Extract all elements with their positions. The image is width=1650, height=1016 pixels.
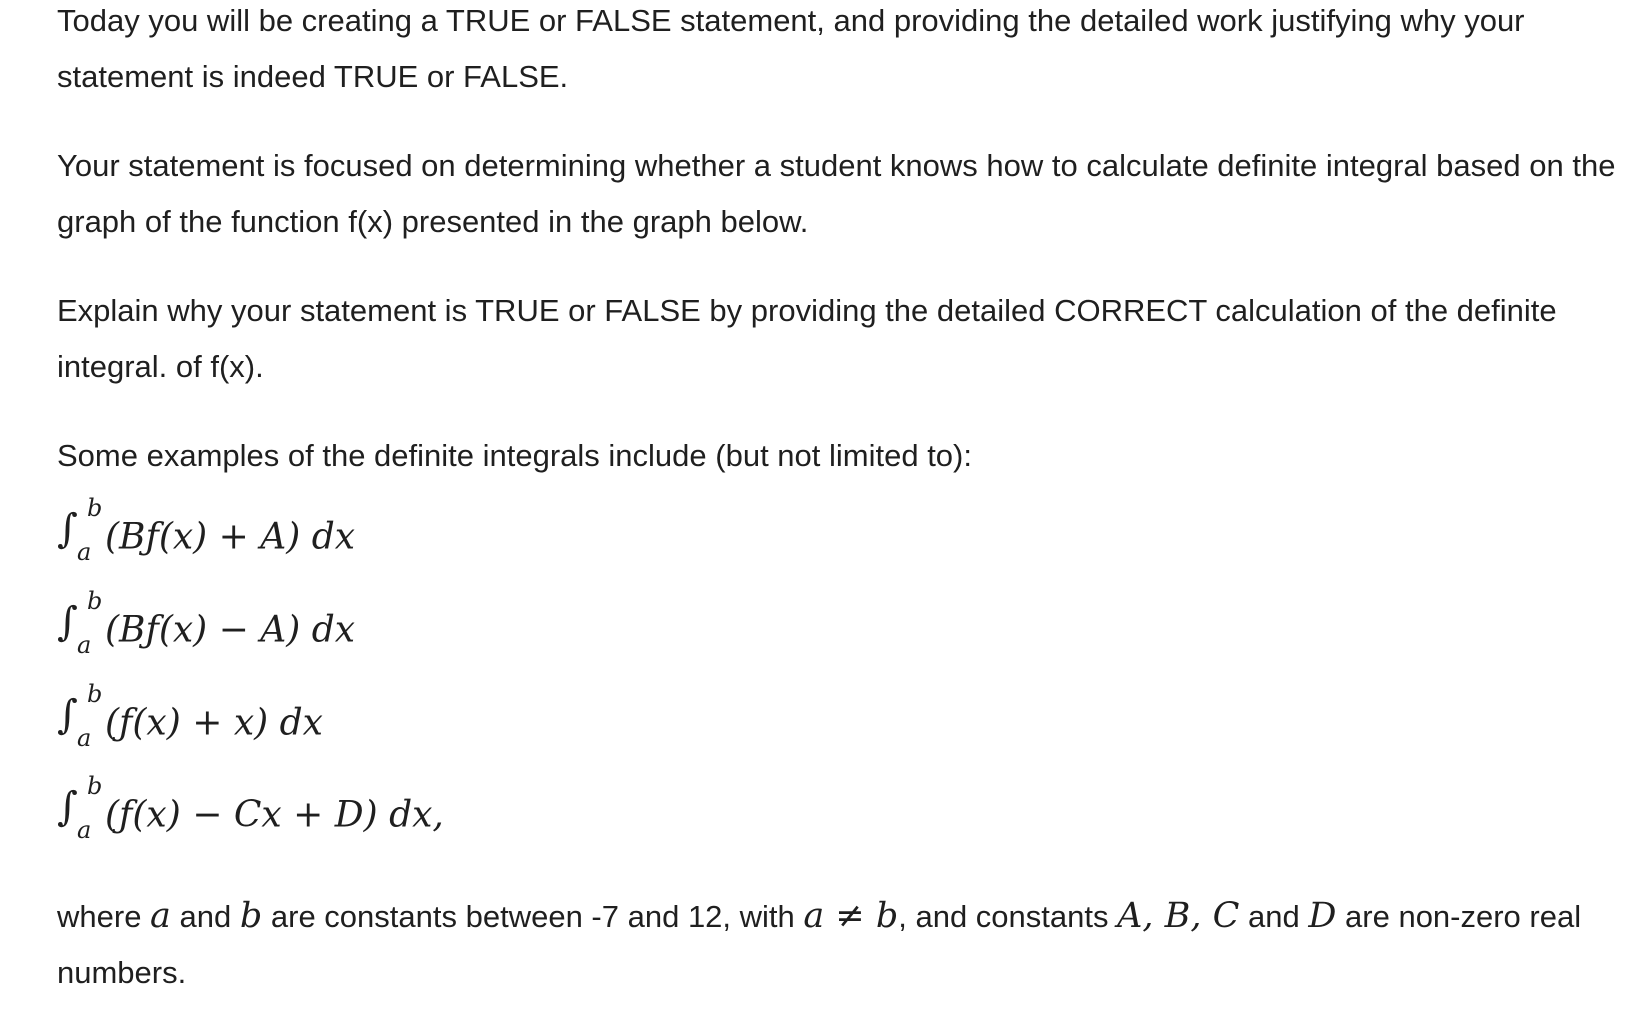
integral-sign-icon: ∫ b a [57, 772, 103, 844]
intro-paragraph: Today you will be creating a TRUE or FALSE statement, and providing the detailed work justifying why your statement is indeed TRUE or FALSE. [57, 3, 1525, 94]
integral-example-3 [57, 680, 323, 752]
constraints-paragraph: where a and b are constants between -7 and 12, with a ≠ b, and constants A, B, C and D are non-zero real numbers. [57, 896, 1582, 990]
integral-example-4 [57, 772, 444, 844]
integral-sign-icon: ∫ b a [57, 587, 103, 659]
examples-heading: Some examples of the definite integrals include (but not limited to): [57, 438, 972, 473]
integral-example-1 [57, 494, 356, 566]
focus-paragraph: Your statement is focused on determining whether a student knows how to calculate definite integral based on the graph of the function f(x) presented in the graph below. [57, 148, 1616, 239]
integrand: (Bƒ(x) + A) dx [105, 516, 356, 558]
explain-paragraph: Explain why your statement is TRUE or FALSE by providing the detailed CORRECT calculation of the definite integral. of f(x). [57, 293, 1557, 384]
integral-example-2 [57, 587, 356, 659]
integral-sign-icon: ∫ b a [57, 494, 103, 566]
integrand: (ƒ(x) − Cx + D) dx, [105, 794, 444, 836]
integrand: (Bƒ(x) − A) dx [105, 609, 356, 651]
integral-sign-icon: ∫ b a [57, 680, 103, 752]
integrand: (ƒ(x) + x) dx [105, 702, 323, 744]
